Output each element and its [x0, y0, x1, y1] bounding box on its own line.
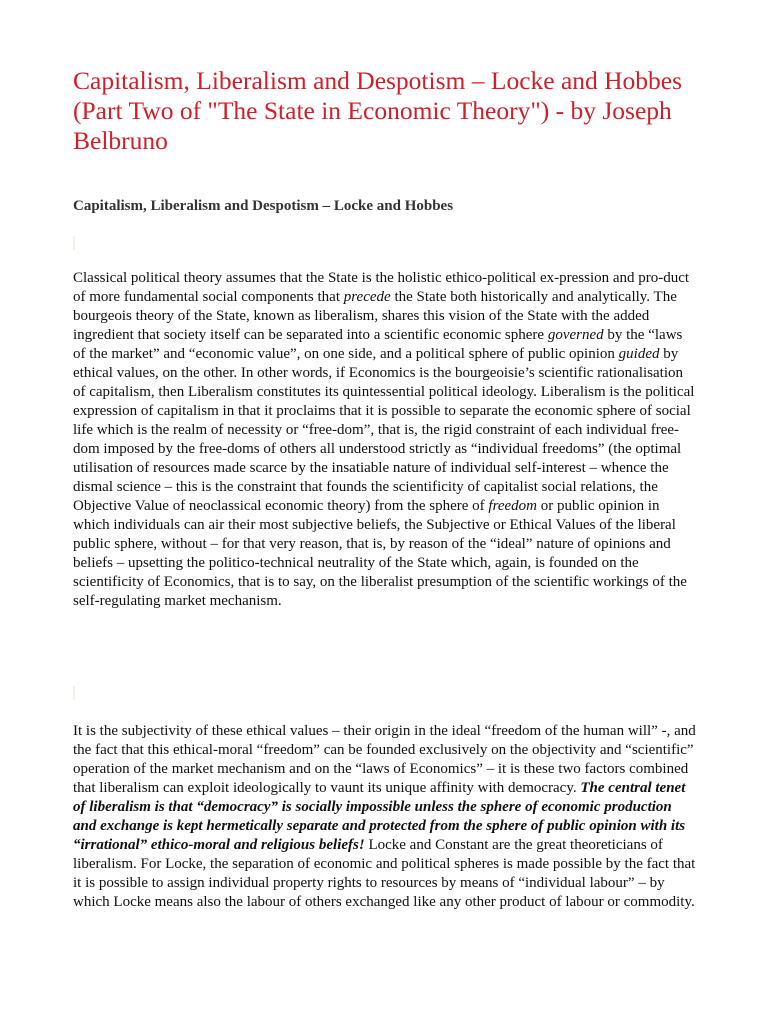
- body-paragraph-2: It is the subjectivity of these ethical values – their origin in the ideal “freedom of the human will” -, and the fact that this ethical-moral “freedom” can be founded exclusively on the objectivity and “scientific” operation of the market mechanism and on the “laws of Economics” – it is these two factors combined that liberalism can exploit ideologically to vaunt its unique affinity with democracy. The central tenet of liberalism is that “democracy” is socially impossible unless the sphere of economic production and exchange is kept hermetically separate and protected from the sphere of public opinion with its “irrational” ethico-moral and religious beliefs! Locke and Constant are the great theoreticians of liberalism. For Locke, the separation of economic and political spheres is made possible by the fact that it is possible to assign individual property rights to resources by means of “individual labour” – by which Locke means also the labour of others exchanged like any other product of labour or commodity.: [73, 723, 696, 910]
- paragraph-marker: [73, 686, 75, 700]
- body-paragraph-1: Classical political theory assumes that the State is the holistic ethico-political ex-pression and pro-duct of more fundamental social components that precede the State both historically and analytically. The bourgeois theory of the State, known as liberalism, shares this vision of the State with the added ingredient that society itself can be separated into a scientific economic sphere governed by the “laws of the market” and “economic value”, on one side, and a political sphere of public opinion guided by ethical values, on the other. In other words, if Economics is the bourgeoisie’s scientific rationalisation of capitalism, then Liberalism constitutes its quintessential political ideology. Liberalism is the political expression of capitalism in that it proclaims that it is possible to separate the economic sphere of social life which is the realm of necessity or “free-dom”, that is, the rigid constraint of each individual free-dom imposed by the free-doms of others all understood strictly as “individual freedoms” (the optimal utilisation of resources made scarce by the insatiable nature of individual self-interest – whence the dismal science – this is the constraint that founds the scientificity of capitalist social relations, the Objective Value of neoclassical economic theory) from the sphere of freedom or public opinion in which individuals can air their most subjective beliefs, the Subjective or Ethical Values of the liberal public sphere, without – for that very reason, that is, by reason of the “ideal” nature of opinions and beliefs – upsetting the politico-technical neutrality of the State which, again, is founded on the scientificity of Economics, that is to say, on the liberalist presumption of the scientific workings of the self-regulating market mechanism.: [73, 270, 695, 609]
- document-page: [73, 66, 697, 910]
- document-subtitle: Capitalism, Liberalism and Despotism – Locke and Hobbes: [73, 198, 454, 214]
- document-title: Capitalism, Liberalism and Despotism – Locke and Hobbes (Part Two of "The State in Economic Theory") - by Joseph Belbruno: [73, 66, 683, 155]
- paragraph-marker: [73, 236, 75, 250]
